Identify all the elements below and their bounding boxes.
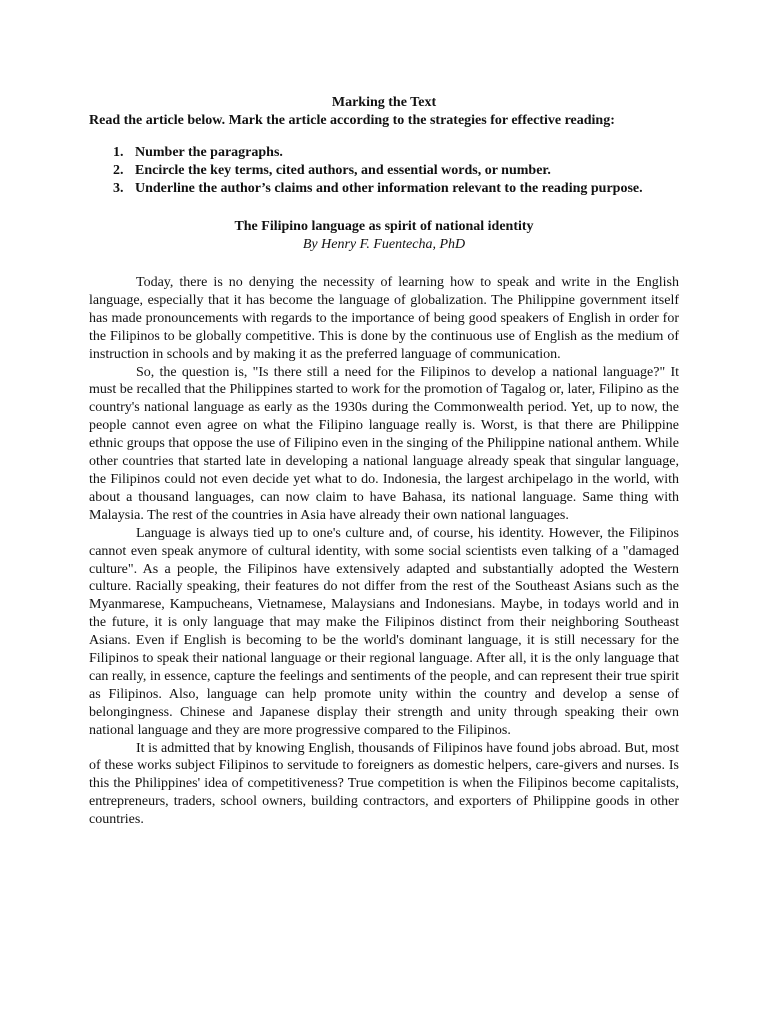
step-item [89, 162, 679, 180]
article-paragraph: So, the question is, "Is there still a need for the Filipinos to develop a national language?" It must be recalled that the Philippines started to work for the promotion of Tagalog or, later, Filipino as the country's national language as early as the 1930s during the Commonwealth period. Yet, up to now, the people cannot even agree on what the Filipino language really is. Worst, is that there are Philippine ethnic groups that oppose the use of Filipino even in the singing of the Philippine national anthem. While other countries that started late in developing a national language already speak that singular language, the Filipinos could not even decide yet what to do. Indonesia, the largest archipelago in the world, with about a thousand languages, can now claim to have Bahasa, its national language. Same thing with Malaysia. The rest of the countries in Asia have already their own national languages. [89, 364, 679, 523]
steps-list [89, 144, 679, 198]
article-paragraph: It is admitted that by knowing English, thousands of Filipinos have found jobs abroad. But, most of these works subject Filipinos to servitude to foreigners as domestic helpers, care-givers and nurses. Is this the Philippines' idea of competitiveness? True competition is when the Filipinos become capitalists, entrepreneurs, traders, school owners, building contractors, and exporters of Philippine goods in other countries. [89, 740, 679, 828]
step-item [89, 180, 679, 198]
step-number: 3. [113, 181, 124, 196]
document-title: Marking the Text [331, 95, 437, 110]
article-paragraph: Language is always tied up to one's culture and, of course, his identity. However, the Filipinos cannot even speak anymore of cultural identity, with some social scientists even talking of a "damaged culture". As a people, the Filipinos have extensively adapted and substantially adopted the Western culture. Racially speaking, their features do not differ from the rest of the Southeast Asians such as the Myanmarese, Kampucheans, Vietnamese, Malaysians and Indonesians. Maybe, in todays world and in the future, it is only language that may make the Filipinos distinct from their neighboring Southeast Asians. Even if English is becoming to be the world's dominant language, it is still necessary for the Filipinos to speak their national language or their regional language. After all, it is the only language that can really, in essence, capture the feelings and sentiments of the people, and can represent their true spirit as Filipinos. Also, language can help promote unity within the country and develop a sense of belongingness. Chinese and Japanese display their strength and unity through speaking their own national language and they are more progressive compared to the Filipinos. [89, 525, 679, 738]
instructions-text: Read the article below. Mark the article according to the strategies for effective reading: [89, 113, 615, 128]
step-item [89, 144, 679, 162]
step-number: 1. [113, 145, 124, 160]
article-title: The Filipino language as spirit of national identity [234, 219, 534, 234]
article-paragraph: Today, there is no denying the necessity of learning how to speak and write in the English language, especially that it has become the language of globalization. The Philippine government itself has made pronouncements with regards to the importance of being good speakers of English in order for the Filipinos to be globally competitive. This is done by the continuous use of English as the medium of instruction in schools and by making it as the preferred language of communication. [89, 275, 679, 362]
step-number: 2. [113, 163, 124, 178]
article-byline: By Henry F. Fuentecha, PhD [302, 237, 466, 252]
step-text: Encircle the key terms, cited authors, and essential words, or number. [135, 163, 551, 178]
step-text: Number the paragraphs. [135, 145, 283, 160]
step-text: Underline the author’s claims and other information relevant to the reading purpose. [135, 181, 643, 196]
article-body [89, 274, 679, 829]
